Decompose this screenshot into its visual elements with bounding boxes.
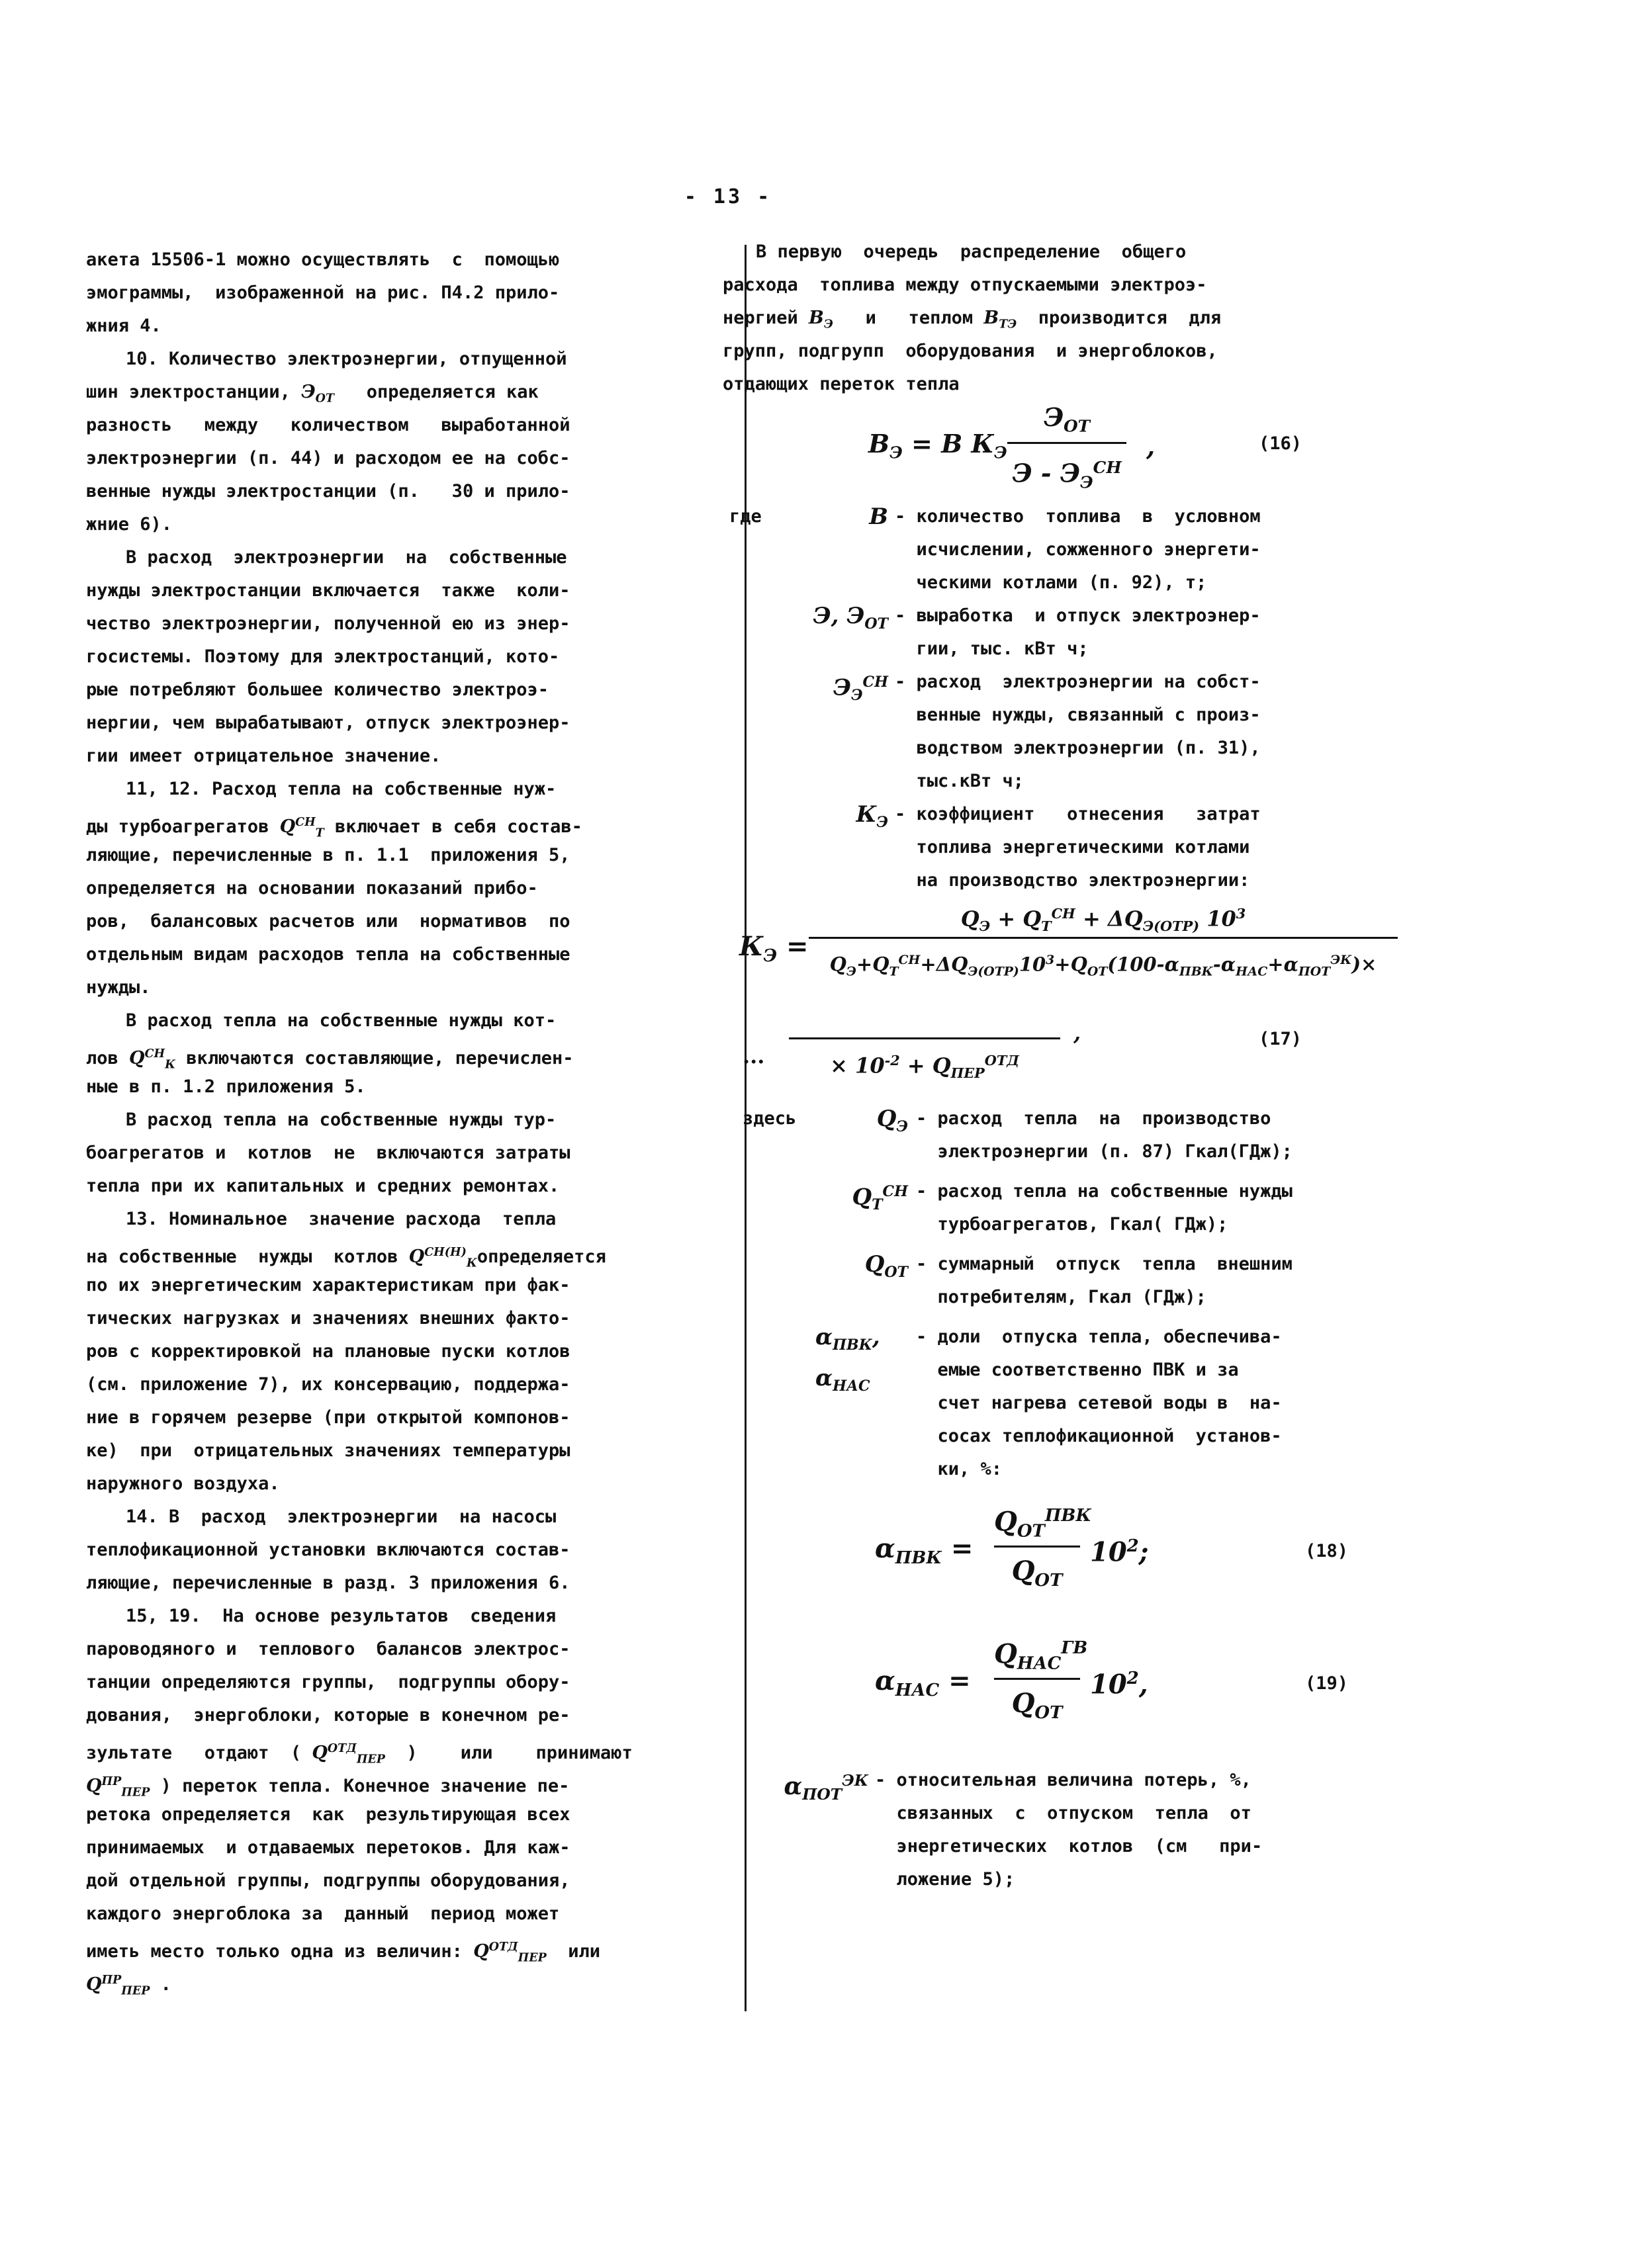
text-line: ке) при отрицательных значениях температуры bbox=[86, 1440, 570, 1461]
paragraph bbox=[86, 773, 715, 1004]
page-number: - 13 - bbox=[684, 185, 772, 208]
left-column bbox=[86, 243, 715, 1997]
right-column bbox=[723, 236, 1398, 1896]
text-line: иметь место только одна из величин: $Q^{ОТД}_{ПЕР}$ или bbox=[86, 1941, 601, 1964]
equation-16 bbox=[723, 401, 1398, 500]
definition-text: - количество топлива в условном исчислении, сожженного энергети- ческими котлами (п. 92), т; bbox=[895, 506, 1261, 593]
eq17-continuation-dots: ... bbox=[743, 1043, 765, 1069]
definition-item bbox=[723, 1248, 1398, 1321]
text-line: рые потребляют большее количество электроэ- bbox=[86, 679, 549, 700]
text-line: разность между количеством выработанной bbox=[86, 415, 570, 435]
text-line: определяется на основании показаний прибо- bbox=[86, 878, 538, 898]
paragraph bbox=[86, 1004, 715, 1104]
definition-text: - коэффициент отнесения затрат топлива энергетическими котлами на производство электроэнергии: bbox=[895, 804, 1261, 891]
eq19-lhs: $\alpha_{НАС}$ = bbox=[875, 1665, 971, 1700]
eq18-denominator: $Q_{ОТ}$ bbox=[1011, 1555, 1063, 1591]
text-line: зультате отдают ( $Q^{ОТД}_{ПЕР}$ ) или принимают bbox=[86, 1742, 633, 1765]
eq19-denominator: $Q_{ОТ}$ bbox=[1011, 1688, 1063, 1723]
text-line: принимаемых и отдаваемых перетоков. Для каж- bbox=[86, 1837, 570, 1858]
definition-item bbox=[723, 1764, 1398, 1896]
definition-item bbox=[723, 599, 1398, 666]
text-line: нужды электростанции включается также коли- bbox=[86, 580, 570, 601]
paragraph bbox=[86, 541, 715, 773]
text-line: нужды. bbox=[86, 977, 151, 998]
eq18-lhs: $\alpha_{ПВК}$ = bbox=[875, 1533, 974, 1568]
text-line: $Q^{ПР}_{ПЕР}$ . bbox=[86, 1974, 171, 1997]
definition-symbol: $\alpha_{ПВК}$, $\alpha_{НАС}$ bbox=[815, 1324, 880, 1395]
text-line: В первую очередь распределение общего bbox=[756, 241, 1187, 262]
eq18-number: (18) bbox=[1305, 1541, 1349, 1561]
text-line: групп, подгрупп оборудования и энергоблоков, bbox=[723, 341, 1218, 361]
text-line: отдающих переток тепла bbox=[723, 374, 960, 394]
text-line: отдельным видам расходов тепла на собственные bbox=[86, 944, 570, 965]
definition-item bbox=[723, 1175, 1398, 1248]
text-line: по их энергетическим характеристикам при фак- bbox=[86, 1275, 570, 1295]
definitions-list bbox=[723, 500, 1398, 897]
text-line: В расход электроэнергии на собственные bbox=[126, 547, 567, 568]
eq18-factor: $10^2$; bbox=[1090, 1536, 1149, 1568]
definition-symbol: $Э_Э^{СН}$ bbox=[833, 674, 888, 705]
text-line: теплофикационной установки включаются состав- bbox=[86, 1540, 570, 1560]
text-line: дования, энергоблоки, которые в конечном ре- bbox=[86, 1705, 570, 1725]
text-line: ров, балансовых расчетов или нормативов по bbox=[86, 911, 570, 932]
definition-symbol: $К_Э$ bbox=[856, 801, 888, 831]
text-line: тических нагрузках и значениях внешних факто- bbox=[86, 1308, 570, 1329]
definition-symbol: $Q_Э$ bbox=[876, 1106, 908, 1135]
text-line: ные в п. 1.2 приложения 5. bbox=[86, 1076, 366, 1097]
eq16-numerator: $Э_{ОТ}$ bbox=[1043, 402, 1091, 436]
text-line: ров с корректировкой на плановые пуски котлов bbox=[86, 1341, 570, 1362]
text-line: ды турбоагрегатов $Q^{СН}_Т$ включает в себя состав- bbox=[86, 816, 582, 839]
definition-text: - расход тепла на собственные нужды турбоагрегатов, Гкал( ГДж); bbox=[916, 1181, 1293, 1235]
eq16-lhs: $В_Э = В$ $К_Э$ bbox=[868, 429, 1007, 462]
text-line: ляющие, перечисленные в п. 1.1 приложения 5, bbox=[86, 845, 570, 865]
text-line: нергией $В_Э$ и теплом $В_{ТЭ}$ производится для bbox=[723, 308, 1222, 331]
definition-symbol: $Q_Т^{СН}$ bbox=[852, 1183, 908, 1214]
text-line: 10. Количество электроэнергии, отпущенной bbox=[126, 349, 567, 369]
text-line: 13. Номинальное значение расхода тепла bbox=[126, 1209, 557, 1229]
text-line: госистемы. Поэтому для электростанций, кото- bbox=[86, 646, 560, 667]
equation-17 bbox=[723, 897, 1398, 1096]
text-line: чество электроэнергии, полученной ею из энер- bbox=[86, 613, 570, 634]
paragraph bbox=[86, 1501, 715, 1600]
text-line: венные нужды электростанции (п. 30 и прило- bbox=[86, 481, 570, 502]
definition-item bbox=[723, 1102, 1398, 1175]
eq17-comma: , bbox=[1073, 1020, 1081, 1045]
text-line: В расход тепла на собственные нужды кот- bbox=[126, 1010, 557, 1031]
text-line: 15, 19. На основе результатов сведения bbox=[126, 1606, 557, 1626]
text-line: дой отдельной группы, подгруппы оборудования, bbox=[86, 1870, 570, 1891]
eq17-fraction-bar bbox=[809, 937, 1398, 939]
paragraph bbox=[723, 236, 1398, 401]
text-line: ляющие, перечисленные в разд. 3 приложения 6. bbox=[86, 1573, 570, 1593]
text-line: 11, 12. Расход тепла на собственные нуж- bbox=[126, 779, 557, 799]
paragraph bbox=[86, 243, 715, 343]
text-line: наружного воздуха. bbox=[86, 1473, 280, 1494]
eq17-denominator: $Q_Э+Q_Т^{СН}+\Delta Q_{Э(ОТР)}10^3+Q_{ОТ}(100-\alpha_{ПВК}-\alpha_{НАС}+\alpha_{ПОТ}^{ЭК})\times$ bbox=[829, 953, 1377, 979]
text-line: каждого энергоблока за данный период может bbox=[86, 1903, 560, 1924]
definition-symbol: Э, $Э_{ОТ}$ bbox=[813, 603, 888, 632]
definition-item bbox=[723, 1321, 1398, 1493]
definition-text: - расход электроэнергии на собст- венные нужды, связанный с произ- водством электроэнергии (п. 31), тыс.кВт ч; bbox=[895, 672, 1261, 791]
text-line: ретока определяется как результирующая всех bbox=[86, 1804, 570, 1825]
definition-symbol: В bbox=[869, 503, 888, 530]
text-line: В расход тепла на собственные нужды тур- bbox=[126, 1110, 557, 1130]
where-label: где bbox=[729, 506, 762, 527]
definition-item bbox=[723, 798, 1398, 897]
definition-symbol: $Q_{ОТ}$ bbox=[864, 1251, 908, 1281]
text-line: шин электростанции, $Э_{ОТ}$ определяется как bbox=[86, 382, 539, 406]
text-line: ние в горячем резерве (при открытой компонов- bbox=[86, 1407, 570, 1428]
text-line: 14. В расход электроэнергии на насосы bbox=[126, 1506, 557, 1527]
text-line: тепла при их капитальных и средних ремонтах. bbox=[86, 1176, 560, 1196]
paragraph bbox=[86, 1203, 715, 1501]
text-line: боагрегатов и котлов не включаются затраты bbox=[86, 1143, 570, 1163]
definitions-list bbox=[723, 1102, 1398, 1493]
eq16-number: (16) bbox=[1259, 433, 1302, 454]
definition-item bbox=[723, 500, 1398, 599]
eq17-number: (17) bbox=[1259, 1029, 1302, 1049]
paragraph bbox=[86, 1600, 715, 1997]
eq19-number: (19) bbox=[1305, 1673, 1349, 1694]
eq19-factor: $10^2$, bbox=[1090, 1669, 1148, 1700]
eq17-lhs: $К_Э$ = bbox=[739, 931, 809, 966]
paragraph bbox=[86, 1104, 715, 1203]
definition-text: - относительная величина потерь, %, связанных с отпуском тепла от энергетических котлов (см при- ложение 5); bbox=[875, 1770, 1263, 1890]
text-line: расхода топлива между отпускаемыми электроэ- bbox=[723, 275, 1207, 295]
equation-18 bbox=[723, 1493, 1398, 1625]
text-line: $Q^{ПР}_{ПЕР}$ ) переток тепла. Конечное значение пе- bbox=[86, 1775, 570, 1798]
text-line: эмограммы, изображенной на рис. П4.2 прило- bbox=[86, 283, 560, 303]
text-line: электроэнергии (п. 44) и расходом ее на собс- bbox=[86, 448, 570, 468]
definition-item bbox=[723, 666, 1398, 798]
eq17-numerator: $Q_Э + Q_Т^{СН} + \Delta Q_{Э(ОТР)}$ $10^3$ bbox=[960, 905, 1246, 935]
definition-text: - суммарный отпуск тепла внешним потребителям, Гкал (ГДж); bbox=[916, 1254, 1293, 1307]
paragraph bbox=[86, 343, 715, 541]
text-line: пароводяного и теплового балансов электрос- bbox=[86, 1639, 570, 1659]
definition-text: - доли отпуска тепла, обеспечива- емые соответственно ПВК и за счет нагрева сетевой воды в на- сосах теплофикационной установ- ки, %: bbox=[916, 1327, 1282, 1479]
definition-text: - выработка и отпуск электроэнер- гии, тыс. кВт ч; bbox=[895, 605, 1261, 659]
text-line: танции определяются группы, подгруппы обору- bbox=[86, 1672, 570, 1692]
eq16-comma: , bbox=[1146, 431, 1156, 461]
eq17-continuation: × $10^{-2} + Q_{ПЕР}^{ОТД}$ bbox=[830, 1052, 1019, 1082]
text-line: на собственные нужды котлов $Q^{СН(Н)}_Копределяется$ bbox=[86, 1246, 606, 1269]
definition-text: - расход тепла на производство электроэнергии (п. 87) Гкал(ГДж); bbox=[916, 1108, 1293, 1162]
definition-symbol: $\alpha_{ПОТ}^{ЭК}$ bbox=[784, 1771, 868, 1804]
eq19-fraction-bar bbox=[994, 1678, 1080, 1680]
text-line: акета 15506-1 можно осуществлять с помощью bbox=[86, 249, 560, 270]
eq17-continuation-bar bbox=[789, 1037, 1060, 1039]
text-line: гии имеет отрицательное значение. bbox=[86, 746, 441, 766]
equation-19 bbox=[723, 1625, 1398, 1764]
text-line: (см. приложение 7), их консервацию, поддержа- bbox=[86, 1374, 570, 1395]
text-line: лов $Q^{СН}_К$ включаются составляющие, перечислен- bbox=[86, 1047, 574, 1070]
eq18-numerator: $Q_{ОТ}^{ПВК}$ bbox=[994, 1506, 1092, 1542]
eq19-numerator: $Q_{НАС}^{ГВ}$ bbox=[994, 1638, 1088, 1674]
text-line: жние 6). bbox=[86, 514, 173, 535]
eq18-fraction-bar bbox=[994, 1546, 1080, 1548]
text-line: жния 4. bbox=[86, 316, 161, 336]
here-label: здесь bbox=[743, 1108, 797, 1129]
text-line: нергии, чем вырабатывают, отпуск электроэнер- bbox=[86, 713, 570, 733]
eq16-fraction-bar bbox=[1007, 442, 1126, 444]
eq16-denominator: Э - $Э_Э^{СН}$ bbox=[1012, 458, 1122, 492]
